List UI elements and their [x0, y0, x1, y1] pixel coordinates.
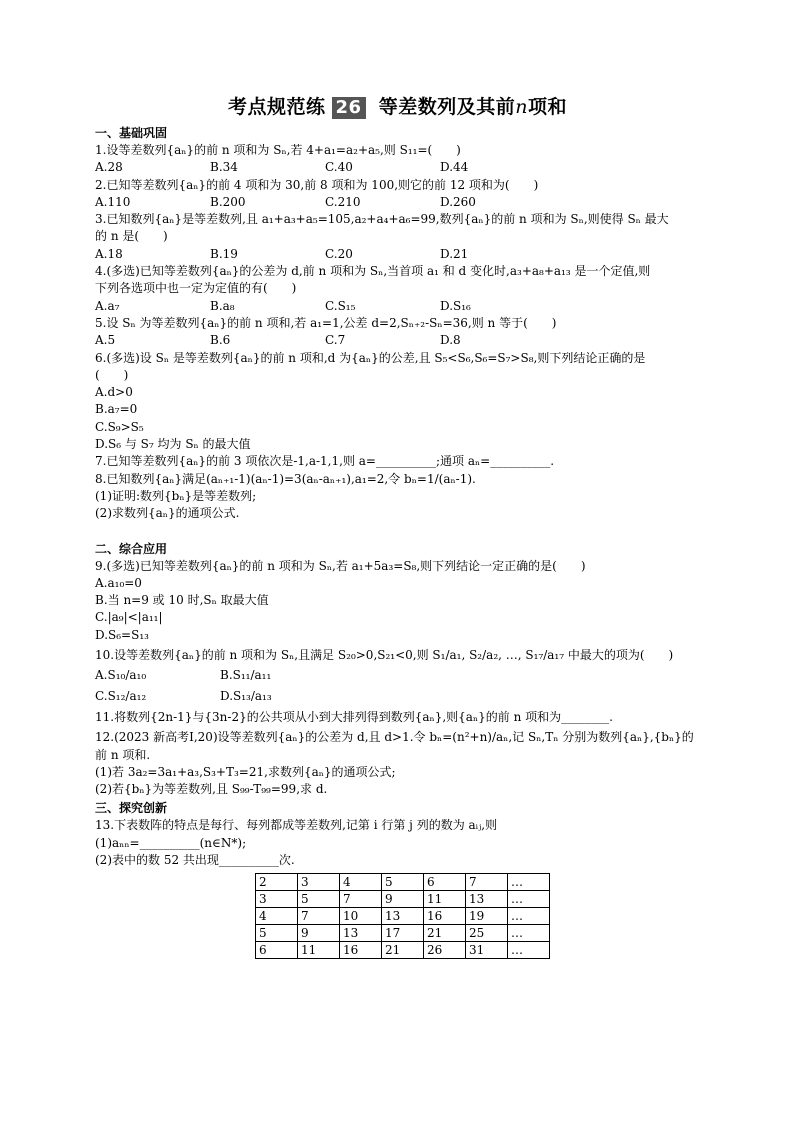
- option-c: C.S₉>S₅: [95, 419, 144, 434]
- section-heading-comprehensive: 二、综合应用: [95, 541, 168, 556]
- worksheet: [95, 95, 700, 959]
- table-row: [256, 942, 550, 959]
- option-d: D.260: [440, 194, 476, 209]
- table-cell: 7: [340, 891, 382, 908]
- page-title: 考点规范练 26 等差数列及其前n项和: [228, 96, 567, 118]
- table-row: [256, 908, 550, 925]
- table-row: [256, 925, 550, 942]
- question-5-stem: 5.设 Sₙ 为等差数列{aₙ}的前 n 项和,若 a₁=1,公差 d=2,Sₙ₊₂-Sₙ=36,则 n 等于( ): [95, 315, 557, 330]
- option-b: B.19: [210, 246, 238, 261]
- option-a: A.110: [95, 194, 131, 209]
- question-9-stem: 9.(多选)已知等差数列{aₙ}的前 n 项和为 Sₙ,若 a₁+5a₃=S₈,则下列结论一定正确的是( ): [95, 558, 586, 573]
- table-cell: 26: [424, 942, 466, 959]
- option-d: D.S₁₆: [440, 298, 471, 313]
- question-1-stem: 1.设等差数列{aₙ}的前 n 项和为 Sₙ,若 4+a₁=a₂+a₅,则 S₁₁=( ): [95, 143, 461, 157]
- question-4-options: [95, 298, 700, 315]
- option-b: B.S₁₁/a₁₁: [220, 668, 272, 683]
- option-d: D.S₆ 与 S₇ 均为 Sₙ 的最大值: [95, 437, 251, 452]
- table-cell: 10: [340, 908, 382, 925]
- option-a: A.d>0: [95, 385, 133, 400]
- table-cell: 7: [298, 908, 340, 925]
- question-2-stem: 2.已知等差数列{aₙ}的前 4 项和为 30,前 8 项和为 100,则它的前 12 项和为( ): [95, 177, 539, 192]
- table-cell: 13: [340, 925, 382, 942]
- option-c: C.40: [325, 160, 353, 175]
- question-8-stem: 8.已知数列{aₙ}满足(aₙ₊₁-1)(aₙ-1)=3(aₙ-aₙ₊₁),a₁=2,令 bₙ=1/(aₙ-1).: [95, 471, 476, 486]
- option-d: D.S₁₃/a₁₃: [220, 688, 272, 703]
- option-b: B.当 n=9 或 10 时,Sₙ 取最大值: [95, 593, 269, 608]
- question-2-options: [95, 194, 700, 211]
- option-c: C.7: [325, 333, 346, 348]
- table-cell: 9: [298, 925, 340, 942]
- option-a: A.28: [95, 160, 123, 175]
- option-b: B.a₈: [210, 298, 235, 313]
- question-11: 11.将数列{2n-1}与{3n-2}的公共项从小到大排列得到数列{aₙ},则{aₙ}的前 n 项和为________.: [95, 709, 613, 724]
- question-8-part-1: (1)证明:数列{bₙ}是等差数列;: [95, 488, 257, 503]
- table-cell: 7: [466, 874, 508, 891]
- table-cell: 6: [424, 874, 466, 891]
- question-10-stem: 10.设等差数列{aₙ}的前 n 项和为 Sₙ,且满足 S₂₀>0,S₂₁<0,则 S₁/a₁, S₂/a₂, …, S₁₇/a₁₇ 中最大的项为( ): [95, 648, 674, 663]
- option-b: B.34: [210, 160, 238, 175]
- question-7: 7.已知等差数列{aₙ}的前 3 项依次是-1,a-1,1,则 a=__________;通项 aₙ=__________.: [95, 454, 555, 469]
- table-cell: …: [508, 925, 550, 942]
- option-d: D.S₆=S₁₃: [95, 627, 149, 642]
- table-cell: 25: [466, 925, 508, 942]
- option-d: D.8: [440, 333, 461, 348]
- table-cell: 6: [256, 942, 298, 959]
- option-c: C.20: [325, 246, 353, 261]
- option-c: C.S₁₅: [325, 298, 356, 313]
- question-12-stem-cont: 前 n 项和.: [95, 747, 151, 762]
- table-cell: 13: [382, 908, 424, 925]
- question-8-part-2: (2)求数列{aₙ}的通项公式.: [95, 506, 240, 521]
- question-3-options: [95, 246, 700, 263]
- table-cell: 11: [298, 942, 340, 959]
- question-10-options-cd: [95, 688, 700, 705]
- table-cell: 11: [424, 891, 466, 908]
- option-b: B.a₇=0: [95, 402, 138, 417]
- title-number-badge: 26: [332, 97, 366, 119]
- question-1-options: [95, 159, 700, 176]
- question-13-part-1: (1)aₙₙ=__________(n∈N*);: [95, 835, 247, 850]
- option-d: D.21: [440, 246, 469, 261]
- option-a: A.S₁₀/a₁₀: [95, 668, 147, 683]
- table-cell: 21: [424, 925, 466, 942]
- table-cell: 2: [256, 874, 298, 891]
- question-5-options: [95, 332, 700, 349]
- table-cell: 4: [340, 874, 382, 891]
- table-cell: 5: [256, 925, 298, 942]
- option-d: D.44: [440, 160, 469, 175]
- question-4-stem-cont: 下列各选项中也一定为定值的有( ): [95, 281, 297, 296]
- question-12-part-2: (2)若{bₙ}为等差数列,且 S₉₉-T₉₉=99,求 d.: [95, 782, 328, 797]
- table-cell: 3: [256, 891, 298, 908]
- question-13-part-2: (2)表中的数 52 共出现__________次.: [95, 852, 295, 867]
- table-cell: 19: [466, 908, 508, 925]
- option-a: A.18: [95, 246, 123, 261]
- question-6-stem-cont: ( ): [95, 367, 129, 382]
- table-cell: 21: [382, 942, 424, 959]
- table-cell: 5: [382, 874, 424, 891]
- table-cell: 17: [382, 925, 424, 942]
- section-heading-explore: 三、探究创新: [95, 801, 168, 816]
- table-cell: 5: [298, 891, 340, 908]
- table-row: [256, 891, 550, 908]
- table-cell: 16: [424, 908, 466, 925]
- table-cell: 3: [298, 874, 340, 891]
- option-c: C.S₁₂/a₁₂: [95, 688, 147, 703]
- question-3-stem: 3.已知数列{aₙ}是等差数列,且 a₁+a₃+a₅=105,a₂+a₄+a₆=99,数列{aₙ}的前 n 项和为 Sₙ,则使得 Sₙ 最大: [95, 212, 669, 227]
- table-cell: …: [508, 942, 550, 959]
- option-b: B.200: [210, 194, 246, 209]
- option-c: C.|a₉|<|a₁₁|: [95, 610, 163, 625]
- question-12-part-1: (1)若 3a₂=3a₁+a₃,S₃+T₃=21,求数列{aₙ}的通项公式;: [95, 764, 396, 779]
- option-b: B.6: [210, 333, 231, 348]
- question-3-stem-cont: 的 n 是( ): [95, 229, 168, 244]
- table-row: [256, 874, 550, 891]
- option-a: A.a₁₀=0: [95, 575, 142, 590]
- table-cell: …: [508, 891, 550, 908]
- table-cell: 13: [466, 891, 508, 908]
- question-10-options-ab: [95, 667, 700, 684]
- question-12-stem: 12.(2023 新高考Ⅰ,20)设等差数列{aₙ}的公差为 d,且 d>1.令 bₙ=(n²+n)/aₙ,记 Sₙ,Tₙ 分别为数列{aₙ},{bₙ}的: [95, 730, 694, 745]
- question-4-stem: 4.(多选)已知等差数列{aₙ}的公差为 d,前 n 项和为 Sₙ,当首项 a₁ 和 d 变化时,a₃+a₈+a₁₃ 是一个定值,则: [95, 264, 651, 279]
- section-heading-basic: 一、基础巩固: [95, 126, 168, 140]
- table-cell: …: [508, 874, 550, 891]
- table-cell: …: [508, 908, 550, 925]
- option-a: A.a₇: [95, 298, 120, 313]
- option-c: C.210: [325, 194, 361, 209]
- table-cell: 31: [466, 942, 508, 959]
- question-6-stem: 6.(多选)设 Sₙ 是等差数列{aₙ}的前 n 项和,d 为{aₙ}的公差,且 S₅<S₆,S₆=S₇>S₈,则下列结论正确的是: [95, 350, 646, 365]
- option-a: A.5: [95, 333, 116, 348]
- table-cell: 9: [382, 891, 424, 908]
- table-cell: 16: [340, 942, 382, 959]
- table-cell: 4: [256, 908, 298, 925]
- number-array-table: [255, 873, 550, 959]
- question-13-stem: 13.下表数阵的特点是每行、每列都成等差数列,记第 i 行第 j 列的数为 aᵢⱼ,则: [95, 818, 498, 833]
